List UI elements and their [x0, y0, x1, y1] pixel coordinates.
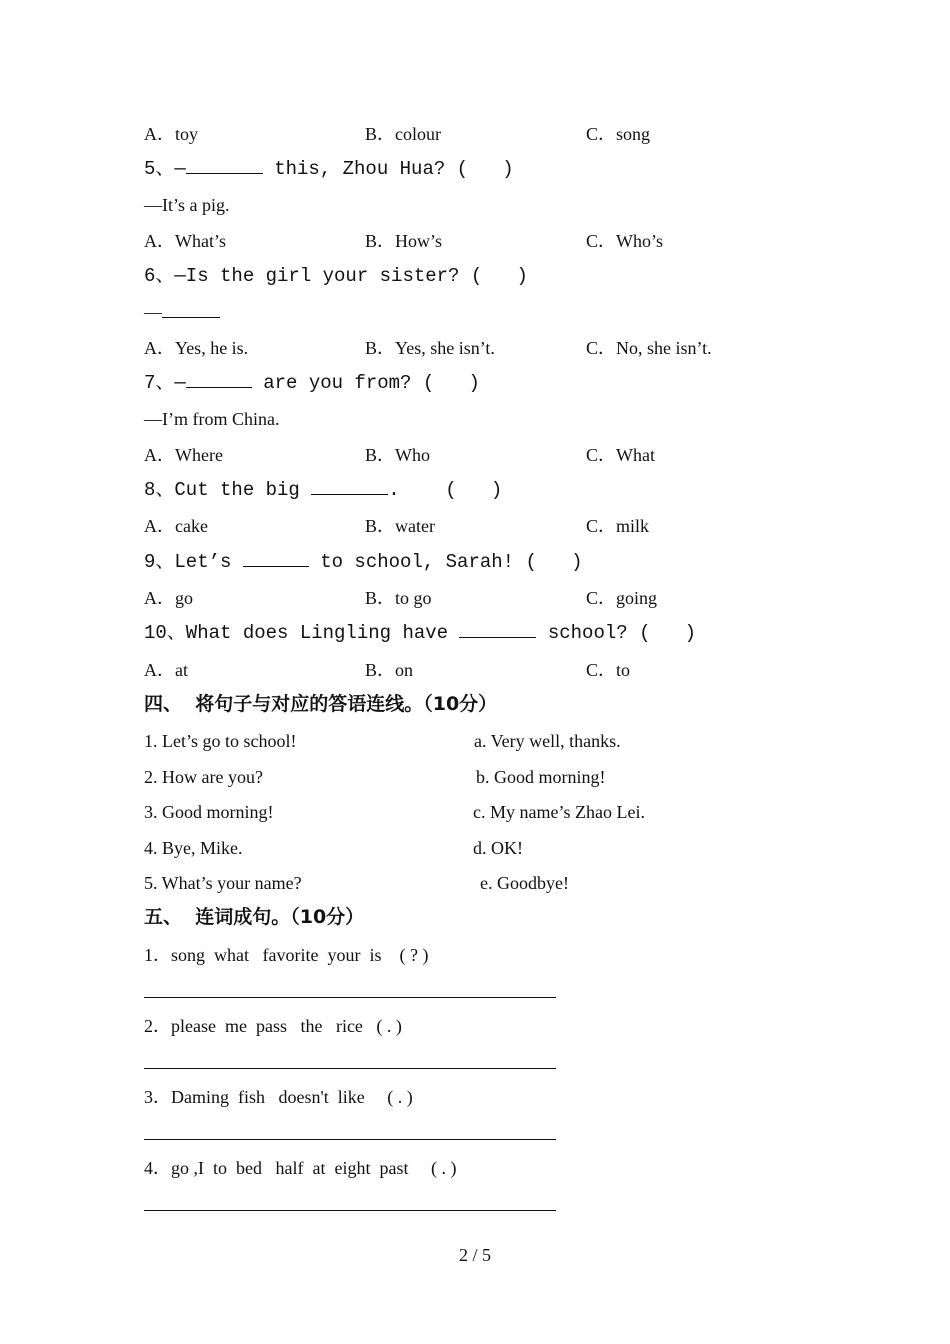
q10-option-c: C．to [586, 660, 631, 680]
q8-suffix: . ( ) [388, 479, 503, 501]
q6-reply [144, 303, 220, 321]
q10-option-b: B．on [365, 660, 414, 680]
section4-right-e: e. Goodbye! [480, 873, 569, 893]
section4-right-a: a. Very well, thanks. [474, 731, 621, 751]
q7-reply: —I’m from China. [144, 409, 280, 429]
q6-option-a: A．Yes, he is. [144, 338, 249, 358]
q10-blank [459, 636, 536, 638]
q9-question [144, 553, 582, 572]
answer-line-1 [144, 997, 556, 998]
q5-question [144, 160, 514, 179]
q6-reply-dash: — [144, 302, 162, 322]
section4-title: 四、 将句子与对应的答语连线。（10分） [144, 693, 498, 715]
q6-question: 6、—Is the girl your sister? ( ) [144, 265, 528, 287]
q4-option-b: B．colour [365, 124, 441, 144]
q7-suffix: are you from? ( ) [251, 372, 480, 394]
q6-blank [162, 316, 220, 318]
q9-option-a: A．go [144, 588, 193, 608]
q8-option-c: C．milk [586, 516, 650, 536]
q8-option-b: B．water [365, 516, 435, 536]
q5-prefix: 5、— [144, 158, 186, 180]
q9-suffix: to school, Sarah! ( ) [308, 551, 583, 573]
section4-left-3: 3. Good morning! [144, 802, 274, 822]
q6-option-c: C．No, she isn’t. [586, 338, 712, 358]
section5-item-1: 1．song what favorite your is ( ? ) [144, 945, 429, 965]
q5-reply: —It’s a pig. [144, 195, 230, 215]
answer-line-2 [144, 1068, 556, 1069]
q8-blank [311, 493, 388, 495]
section5-item-4: 4．go ,I to bed half at eight past ( . ) [144, 1158, 457, 1178]
q8-question [144, 481, 502, 500]
q5-option-a: A．What’s [144, 231, 226, 251]
section4-left-5: 5. What’s your name? [144, 873, 302, 893]
section4-right-c: c. My name’s Zhao Lei. [473, 802, 645, 822]
q10-option-a: A．at [144, 660, 188, 680]
q4-option-c: C．song [586, 124, 651, 144]
answer-line-4 [144, 1210, 556, 1211]
q5-option-c: C．Who’s [586, 231, 664, 251]
q10-question [144, 624, 696, 643]
q4-option-a: A．toy [144, 124, 198, 144]
q5-blank [186, 172, 263, 174]
q9-option-c: C．going [586, 588, 658, 608]
page-number: 2 / 5 [458, 1245, 491, 1265]
q8-option-a: A．cake [144, 516, 208, 536]
section5-title: 五、 连词成句。（10分） [144, 906, 365, 928]
q7-option-c: C．What [586, 445, 655, 465]
q8-prefix: 8、Cut the big [144, 479, 312, 501]
section5-item-3: 3．Daming fish doesn't like ( . ) [144, 1087, 413, 1107]
section4-left-2: 2. How are you? [144, 767, 263, 787]
q6-option-b: B．Yes, she isn’t. [365, 338, 495, 358]
q10-suffix: school? ( ) [536, 622, 697, 644]
q7-blank [186, 386, 252, 388]
q7-option-a: A．Where [144, 445, 223, 465]
section4-right-b: b. Good morning! [476, 767, 606, 787]
q5-suffix: this, Zhou Hua? ( ) [262, 158, 514, 180]
q10-prefix: 10、What does Lingling have [144, 622, 460, 644]
q9-prefix: 9、Let’s [144, 551, 243, 573]
q9-blank [243, 565, 309, 567]
q7-question [144, 374, 480, 393]
section5-item-2: 2．please me pass the rice ( . ) [144, 1016, 402, 1036]
answer-line-3 [144, 1139, 556, 1140]
q7-option-b: B．Who [365, 445, 430, 465]
q7-prefix: 7、— [144, 372, 186, 394]
section4-left-4: 4. Bye, Mike. [144, 838, 243, 858]
section4-left-1: 1. Let’s go to school! [144, 731, 297, 751]
section4-right-d: d. OK! [473, 838, 523, 858]
q5-option-b: B．How’s [365, 231, 443, 251]
q9-option-b: B．to go [365, 588, 432, 608]
